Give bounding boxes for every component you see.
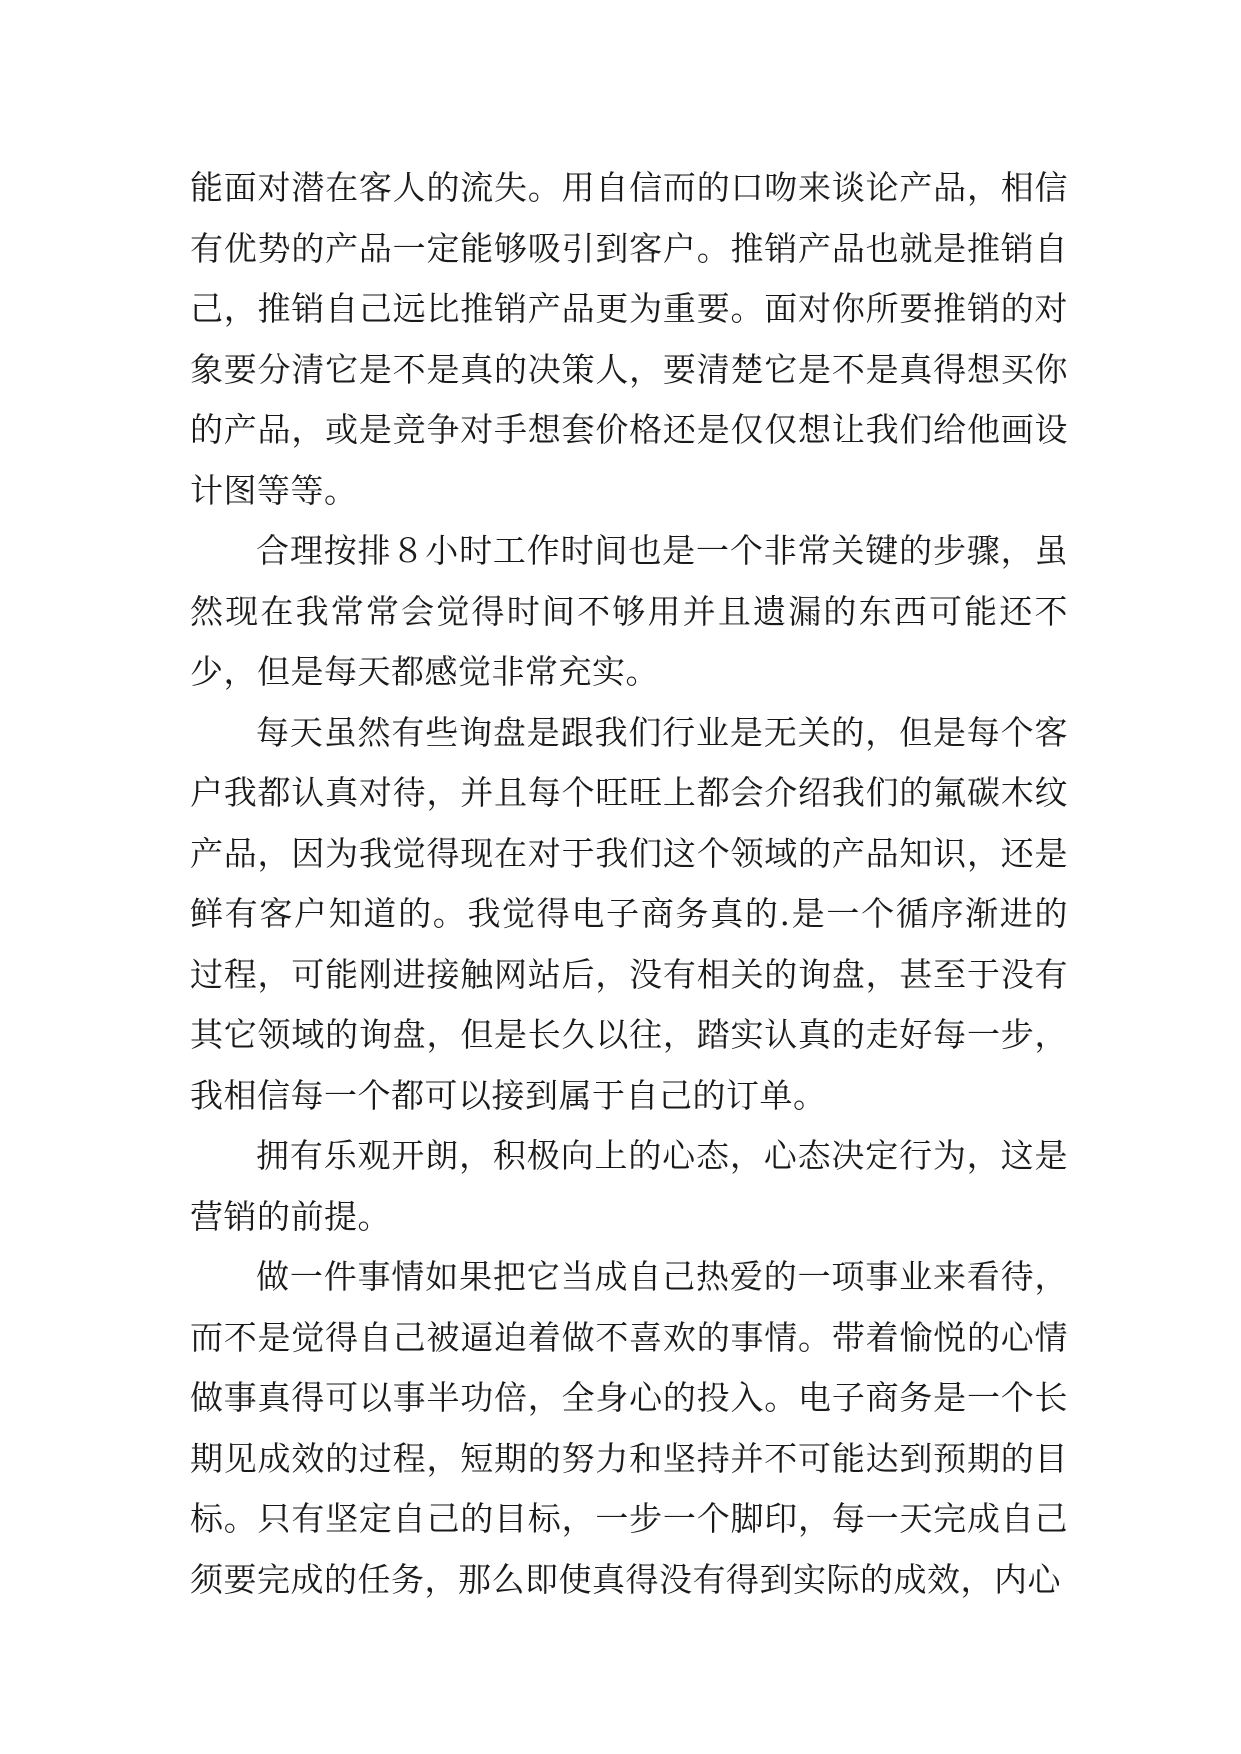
paragraph-2: 合理按排８小时工作时间也是一个非常关键的步骤，虽然现在我常常会觉得时间不够用并且遗漏的东西可能还不少，但是每天都感觉非常充实。 [190, 531, 1068, 691]
paragraph-5: 做一件事情如果把它当成自己热爱的一项事业来看待，而不是觉得自己被逼迫着做不喜欢的事情。带着愉悦的心情做事真得可以事半功倍，全身心的投入。电子商务是一个长期见成效的过程，短期的努力和坚持并不可能达到预期的目标。只有坚定自己的目标，一步一个脚印，每一天完成自己须要完成的任务，那么即使真得没有得到实际的成效，内心 [190, 1257, 1068, 1599]
paragraph-4: 拥有乐观开朗，积极向上的心态，心态决定行为，这是营销的前提。 [190, 1136, 1068, 1236]
document-body [190, 158, 1068, 1610]
paragraph-1: 能面对潜在客人的流失。用自信而的口吻来谈论产品，相信有优势的产品一定能够吸引到客户。推销产品也就是推销自己，推销自己远比推销产品更为重要。面对你所要推销的对象要分清它是不是真的决策人，要清楚它是不是真得想买你的产品，或是竞争对手想套价格还是仅仅想让我们给他画设计图等等。 [190, 168, 1068, 510]
paragraph-3: 每天虽然有些询盘是跟我们行业是无关的，但是每个客户我都认真对待，并且每个旺旺上都会介绍我们的氟碳木纹产品，因为我觉得现在对于我们这个领域的产品知识，还是鲜有客户知道的。我觉得电子商务真的.是一个循序渐进的过程，可能刚进接触网站后，没有相关的询盘，甚至于没有其它领域的询盘，但是长久以往，踏实认真的走好每一步，我相信每一个都可以接到属于自己的订单。 [190, 712, 1068, 1115]
